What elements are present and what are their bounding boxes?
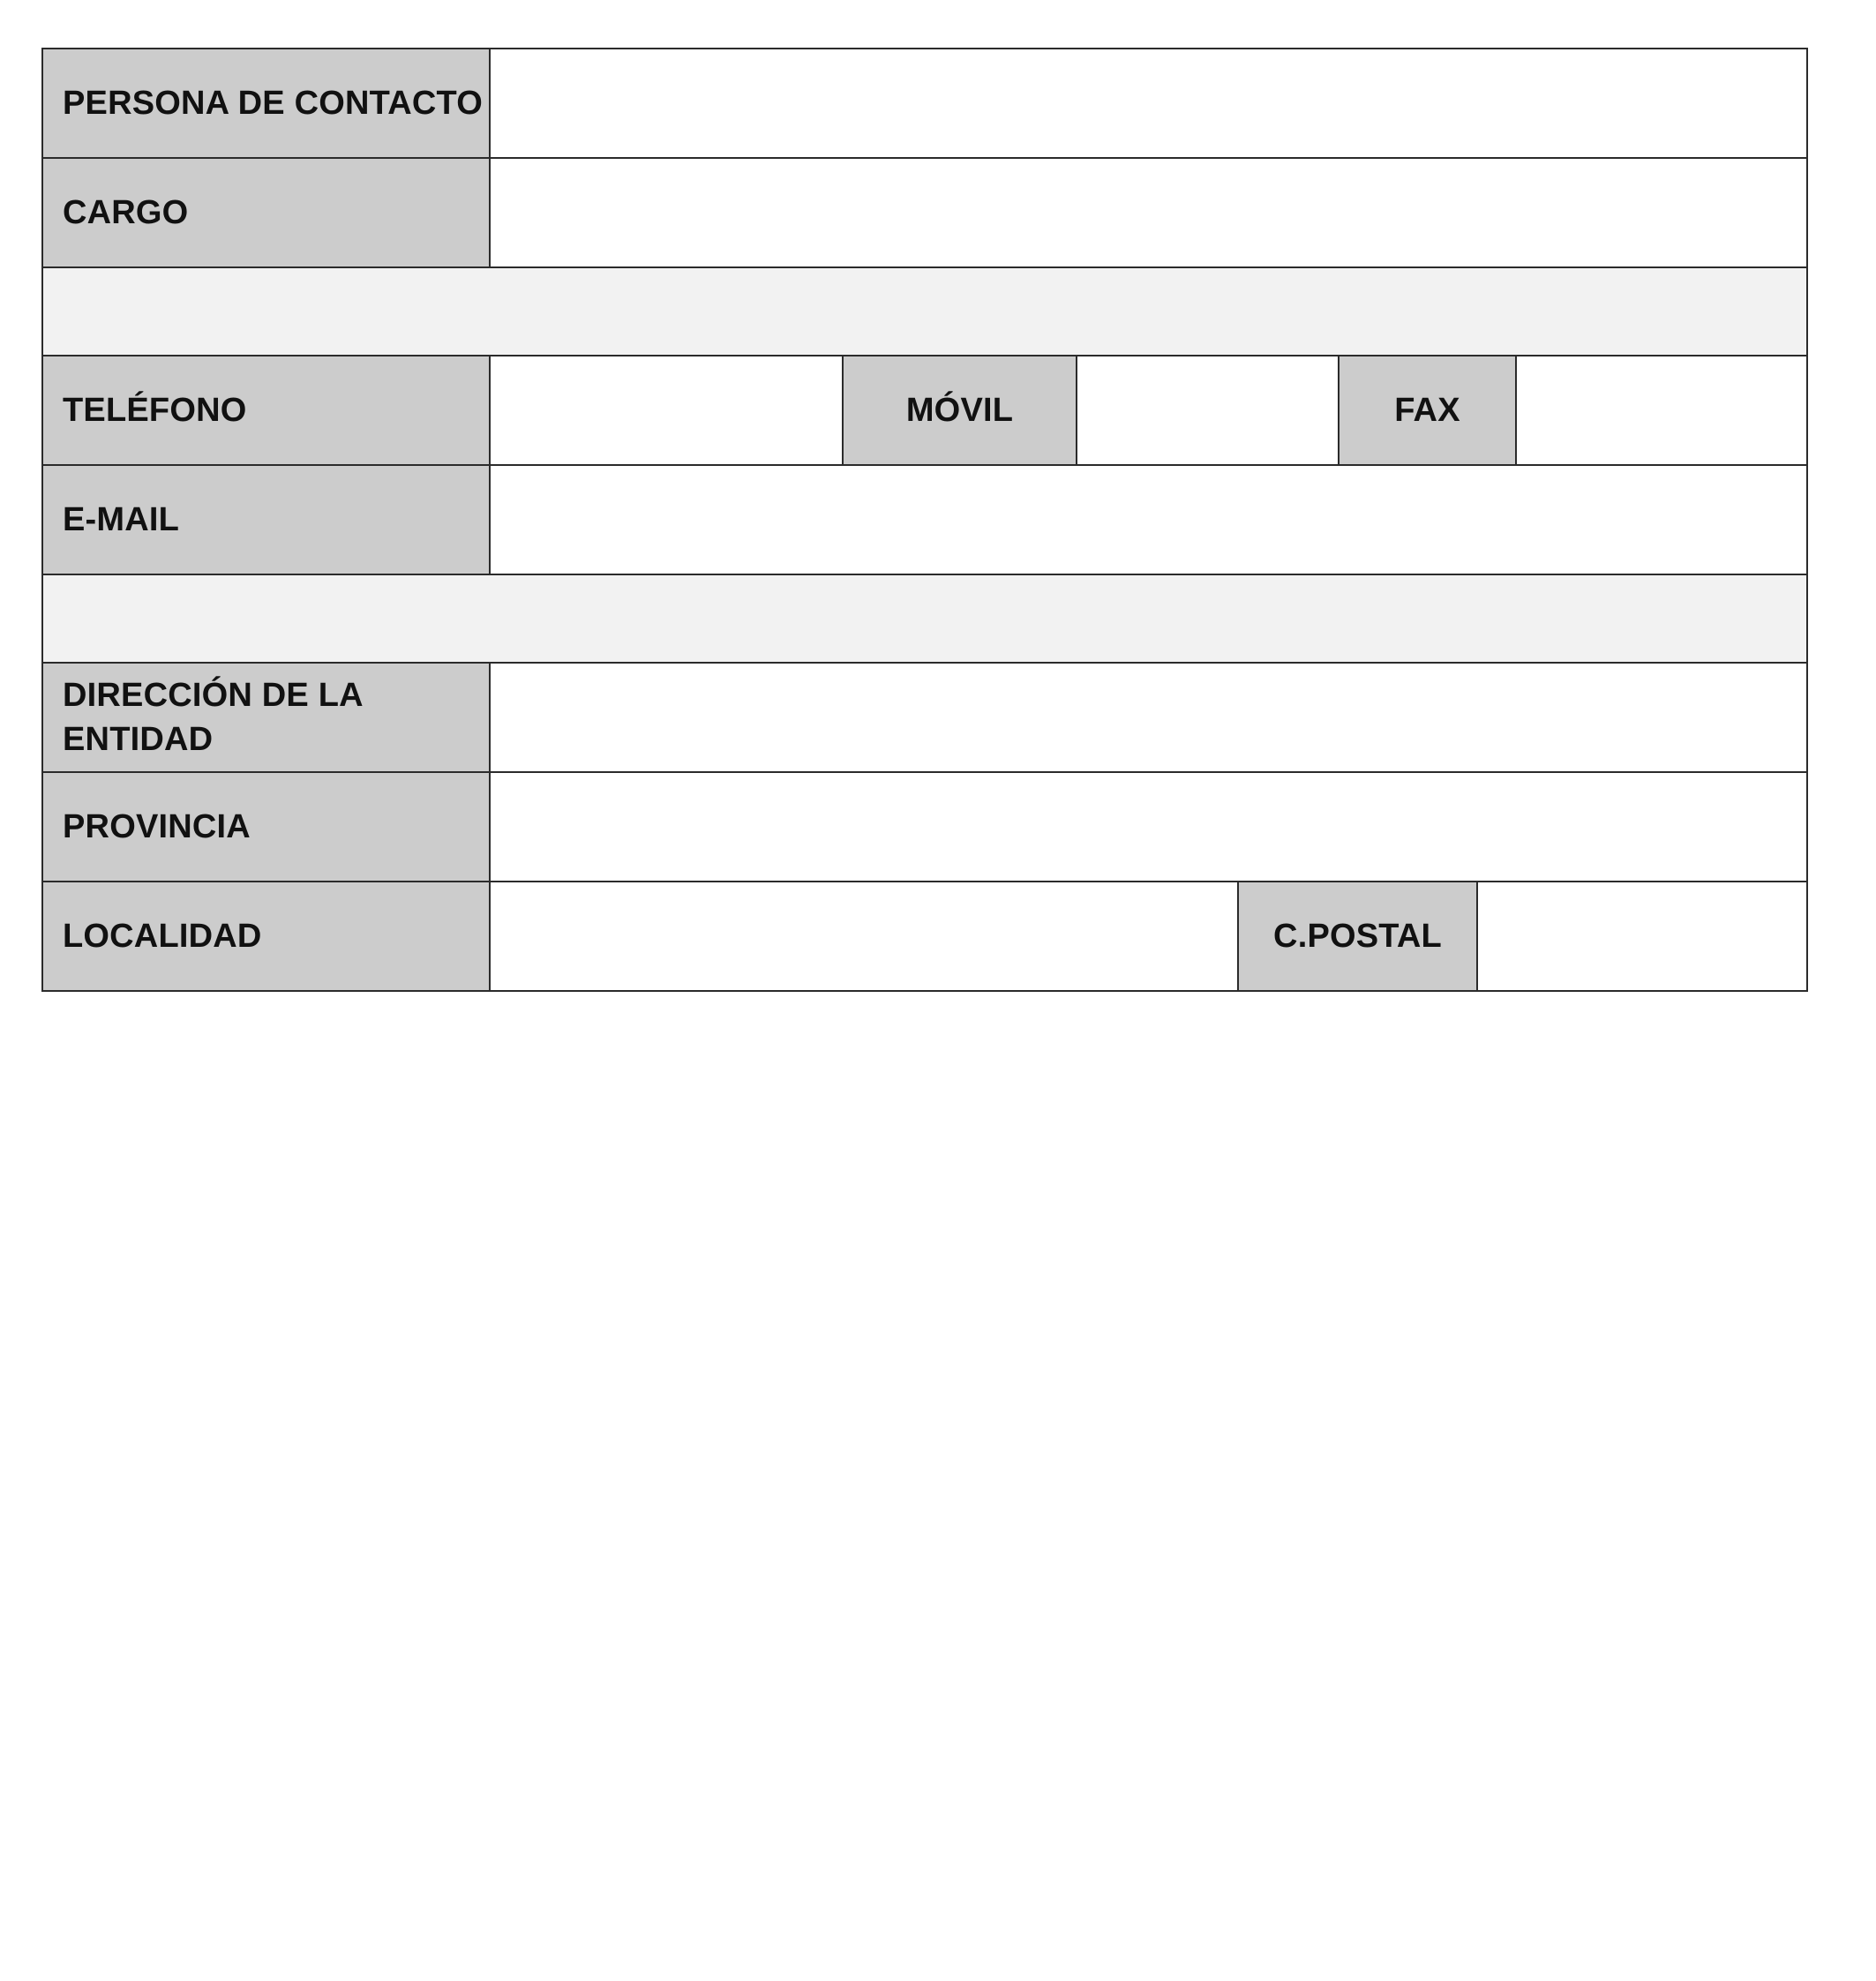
movil-input[interactable] [1077, 356, 1338, 464]
cpostal-input[interactable] [1478, 882, 1806, 990]
localidad-cell [491, 882, 1239, 992]
cargo-label: CARGO [43, 159, 491, 268]
movil-cell [1077, 356, 1339, 466]
cpostal-label: C.POSTAL [1239, 882, 1478, 992]
cpostal-cell [1478, 882, 1808, 992]
fax-input[interactable] [1517, 356, 1806, 464]
localidad-input[interactable] [491, 882, 1237, 990]
separator-row-1 [43, 268, 1808, 356]
row-telefono [43, 356, 1808, 466]
email-input[interactable] [491, 466, 1806, 574]
direccion-input[interactable] [491, 664, 1806, 771]
provincia-input[interactable] [491, 773, 1806, 881]
direccion-cell [491, 664, 1808, 773]
cargo-cell [491, 159, 1808, 268]
row-direccion [43, 664, 1808, 773]
separator-cell [43, 575, 1808, 664]
telefono-label: TELÉFONO [43, 356, 491, 466]
email-label: E-MAIL [43, 466, 491, 575]
row-email [43, 466, 1808, 575]
persona-contacto-input[interactable] [491, 49, 1806, 157]
persona-contacto-label: PERSONA DE CONTACTO [43, 49, 491, 159]
row-cargo [43, 159, 1808, 268]
fax-cell [1517, 356, 1808, 466]
row-localidad [43, 882, 1808, 992]
movil-label: MÓVIL [844, 356, 1077, 466]
contact-form [41, 48, 1808, 992]
telefono-cell [491, 356, 844, 466]
provincia-label: PROVINCIA [43, 773, 491, 882]
persona-contacto-cell [491, 49, 1808, 159]
direccion-label: DIRECCIÓN DE LA ENTIDAD [43, 664, 491, 773]
provincia-cell [491, 773, 1808, 882]
cargo-input[interactable] [491, 159, 1806, 266]
fax-label: FAX [1339, 356, 1517, 466]
separator-cell [43, 268, 1808, 356]
separator-row-2 [43, 575, 1808, 664]
email-cell [491, 466, 1808, 575]
telefono-input[interactable] [491, 356, 842, 464]
row-provincia [43, 773, 1808, 882]
localidad-label: LOCALIDAD [43, 882, 491, 992]
row-persona-contacto [43, 49, 1808, 159]
